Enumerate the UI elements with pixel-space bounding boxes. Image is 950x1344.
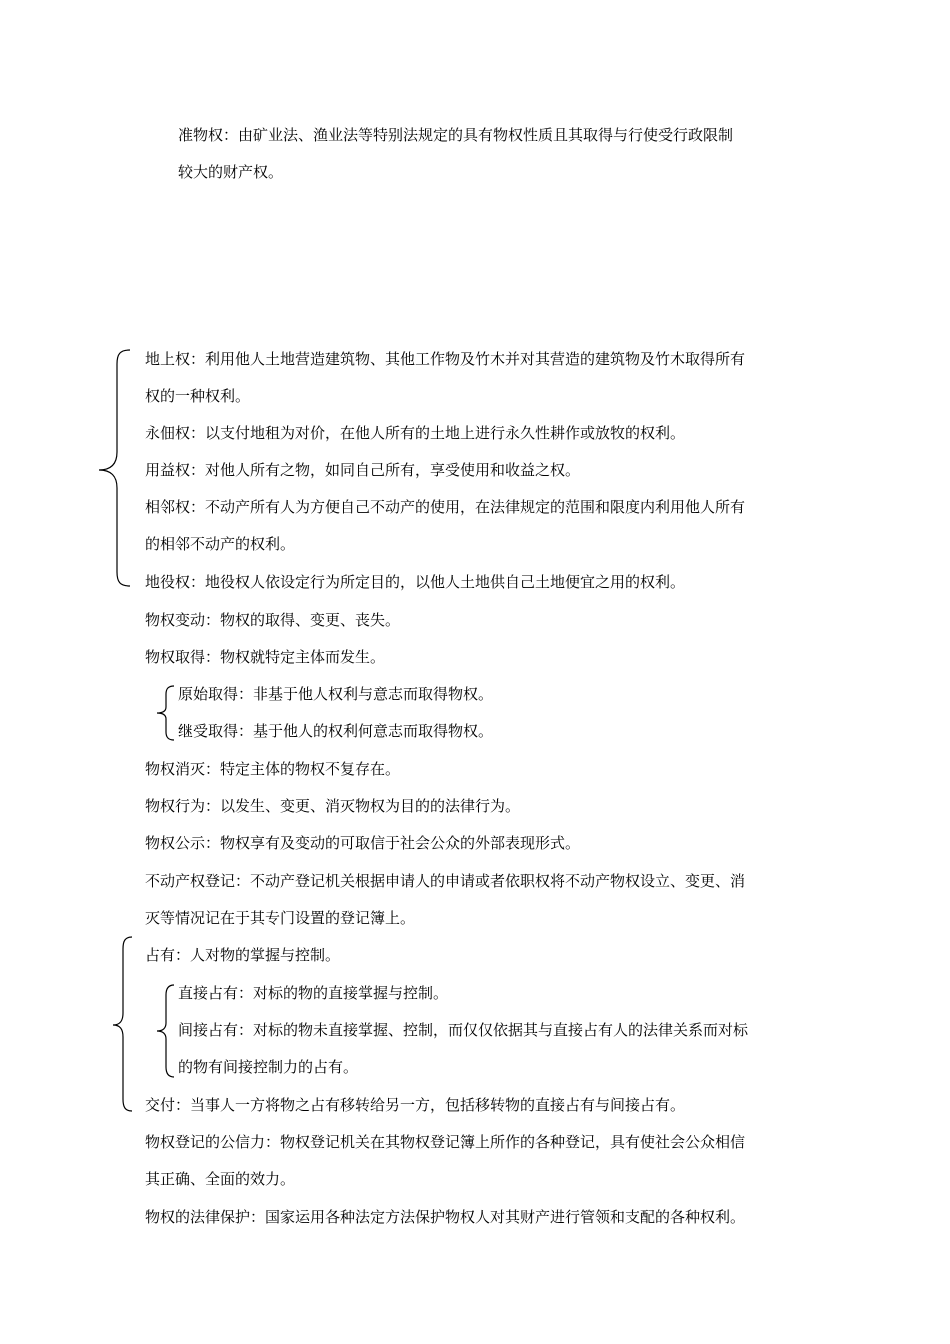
diyiquan-line: 地役权：地役权人依设定行为所定目的，以他人土地供自己土地便宜之用的权利。 <box>145 573 686 591</box>
jiaofu-line: 交付：当事人一方将物之占有移转给另一方，包括移转物的直接占有与间接占有。 <box>145 1096 686 1114</box>
qude-brace <box>154 684 178 742</box>
intro-line-2: 较大的财产权。 <box>178 163 284 181</box>
wuquan-xiaomie-line: 物权消灭：特定主体的物权不复存在。 <box>145 760 401 778</box>
zhanyou-line: 占有：人对物的掌握与控制。 <box>145 946 341 964</box>
falv-baohu-line: 物权的法律保护：国家运用各种法定方法保护物权人对其财产进行管领和支配的各种权利。 <box>145 1208 746 1226</box>
xianglinquan-line-2: 的相邻不动产的权利。 <box>145 535 296 553</box>
budongchan-dengji-line-2: 灭等情况记在于其专门设置的登记簿上。 <box>145 909 416 927</box>
group1-brace <box>96 348 136 588</box>
yongdianquan-line: 永佃权：以支付地租为对价，在他人所有的土地上进行永久性耕作或放牧的权利。 <box>145 424 686 442</box>
zhanyou-brace <box>110 935 136 1115</box>
wuquan-biandong-line: 物权变动：物权的取得、变更、丧失。 <box>145 611 401 629</box>
dishangquan-line-2: 权的一种权利。 <box>145 387 251 405</box>
yongyiquan-line: 用益权：对他人所有之物，如同自己所有，享受使用和收益之权。 <box>145 461 581 479</box>
wuquan-xingwei-line: 物权行为：以发生、变更、消灭物权为目的的法律行为。 <box>145 797 521 815</box>
jianjie-zhanyou-line-2: 的物有间接控制力的占有。 <box>178 1058 359 1076</box>
budongchan-dengji-line-1: 不动产权登记：不动产登记机关根据申请人的申请或者依职权将不动产物权设立、变更、消 <box>145 872 746 890</box>
yuanshi-qude-line: 原始取得：非基于他人权利与意志而取得物权。 <box>178 685 494 703</box>
jishou-qude-line: 继受取得：基于他人的权利何意志而取得物权。 <box>178 722 494 740</box>
zhijie-zhanyou-line: 直接占有：对标的物的直接掌握与控制。 <box>178 984 449 1002</box>
wuquan-qude-line: 物权取得：物权就特定主体而发生。 <box>145 648 386 666</box>
zhanyou-sub-brace <box>154 983 178 1081</box>
xianglinquan-line-1: 相邻权：不动产所有人为方便自己不动产的使用，在法律规定的范围和限度内利用他人所有 <box>145 498 746 516</box>
jianjie-zhanyou-line-1: 间接占有：对标的物未直接掌握、控制，而仅仅依据其与直接占有人的法律关系而对标 <box>178 1021 749 1039</box>
dengji-gongxinli-line-1: 物权登记的公信力：物权登记机关在其物权登记簿上所作的各种登记，具有使社会公众相信 <box>145 1133 746 1151</box>
intro-line-1: 准物权：由矿业法、渔业法等特别法规定的具有物权性质且其取得与行使受行政限制 <box>178 126 734 144</box>
dengji-gongxinli-line-2: 其正确、全面的效力。 <box>145 1170 296 1188</box>
dishangquan-line-1: 地上权：利用他人土地营造建筑物、其他工作物及竹木并对其营造的建筑物及竹木取得所有 <box>145 350 746 368</box>
wuquan-gongshi-line: 物权公示：物权享有及变动的可取信于社会公众的外部表现形式。 <box>145 834 581 852</box>
